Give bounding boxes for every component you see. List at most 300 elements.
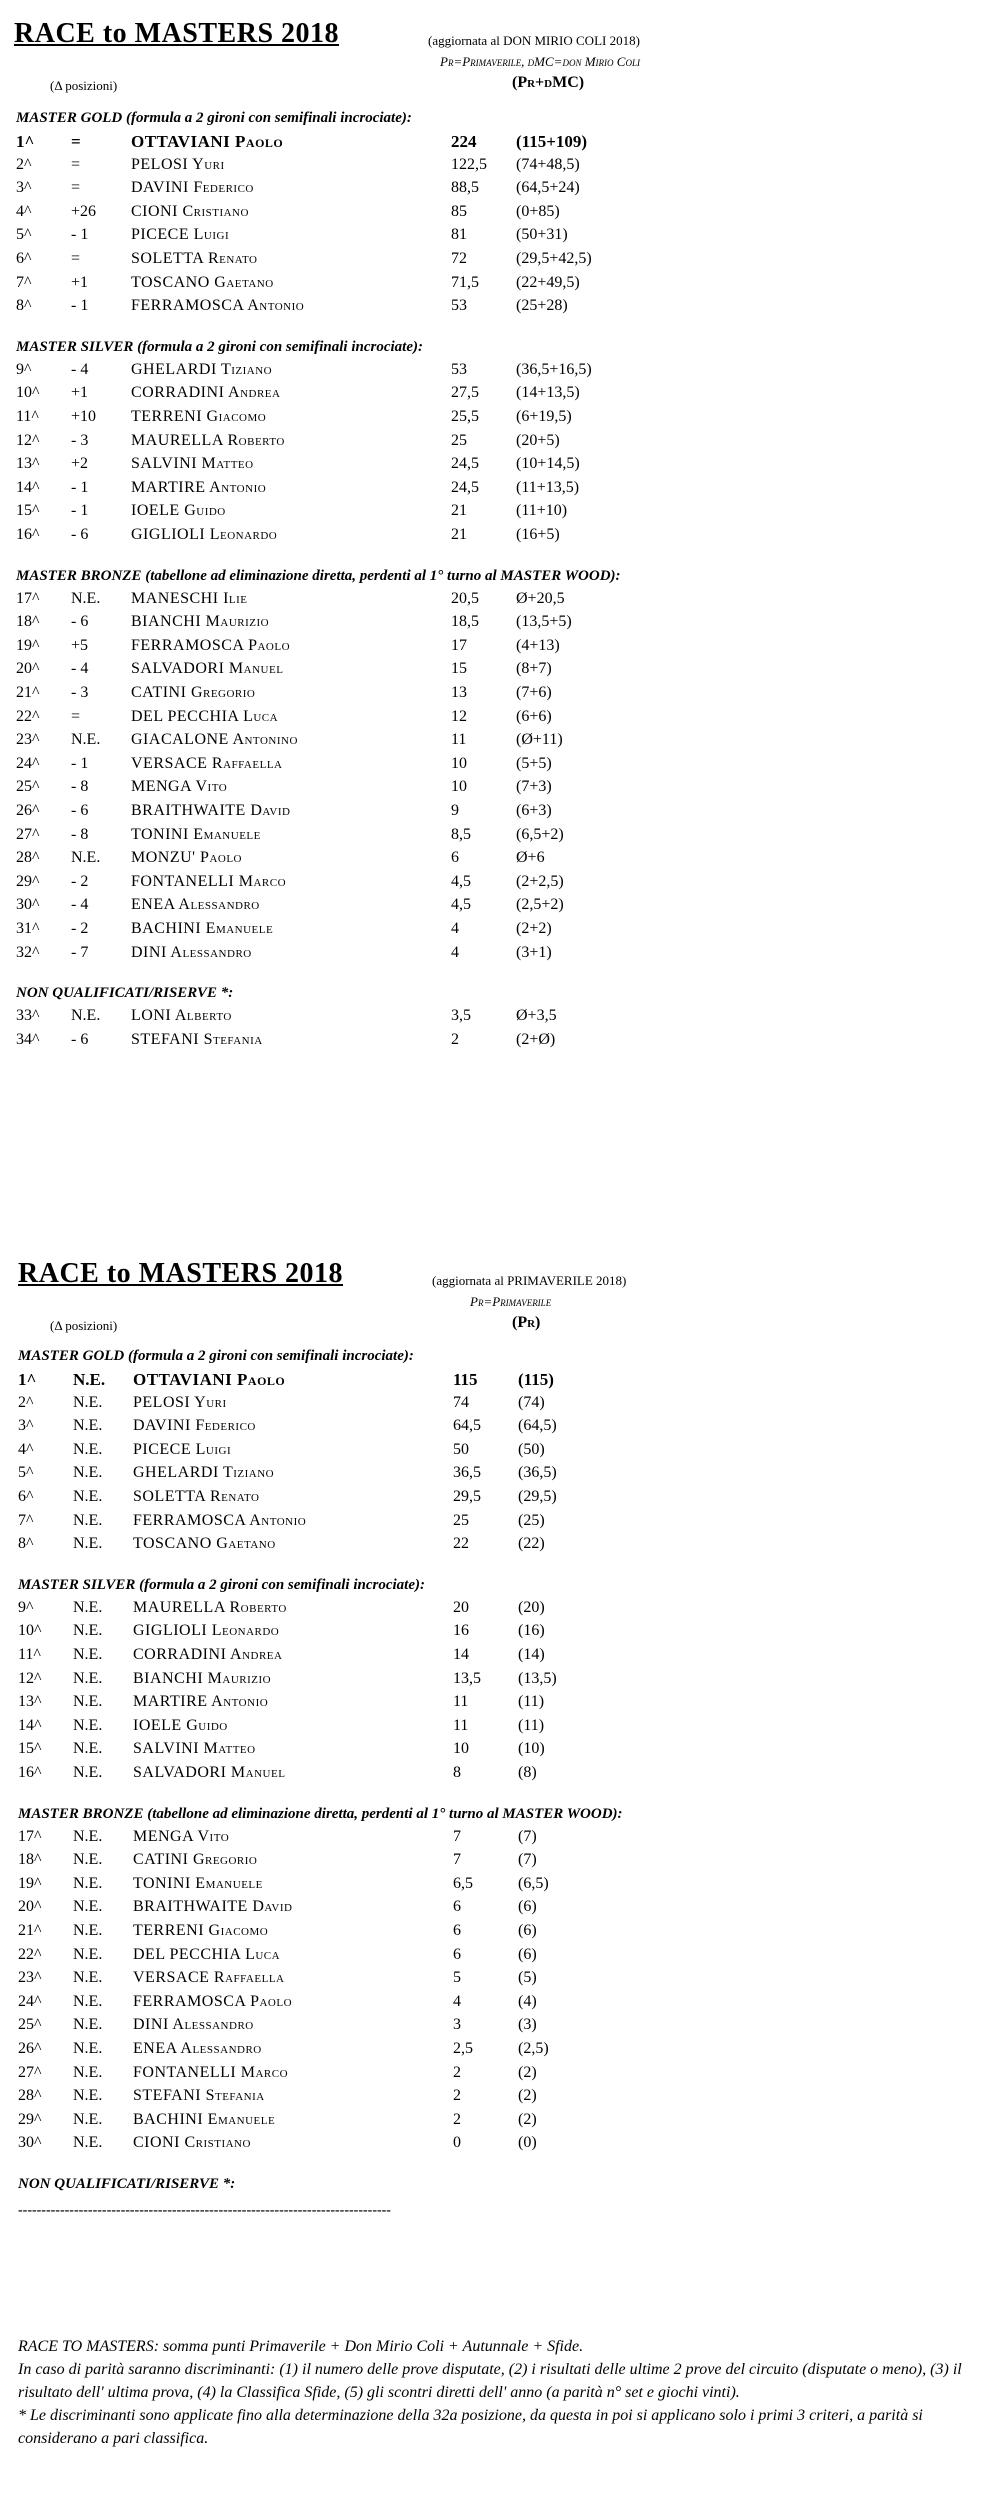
points-cell: 21 — [451, 502, 467, 520]
player-name-cell: DAVINI Federico — [131, 179, 254, 197]
position-cell: 18^ — [16, 613, 40, 631]
player-name-cell: CIONI Cristiano — [133, 2134, 251, 2152]
points-cell: 15 — [451, 660, 467, 678]
points-cell: 13,5 — [453, 1669, 481, 1687]
points-cell: 10 — [451, 754, 467, 772]
delta-cell: N.E. — [73, 1370, 106, 1389]
position-cell: 17^ — [16, 589, 40, 607]
table-row — [16, 1007, 716, 1030]
points-cell: 18,5 — [451, 613, 479, 631]
update-note: (aggiornata al DON MIRIO COLI 2018) — [428, 33, 640, 48]
points-cell: 25 — [453, 1511, 469, 1529]
points-detail-cell: (2+Ø) — [516, 1030, 556, 1048]
table-row — [16, 502, 716, 525]
player-name-cell: FONTANELLI Marco — [131, 872, 287, 890]
delta-cell: - 3 — [71, 684, 89, 701]
player-name-cell: OTTAVIANI Paolo — [133, 1370, 286, 1389]
table-row — [18, 1646, 718, 1669]
section-heading: MASTER SILVER (formula a 2 gironi con semifinali incrociate): — [18, 1576, 425, 1593]
points-header: (Pr+dMC) — [512, 74, 585, 91]
position-cell: 29^ — [18, 2110, 42, 2128]
position-cell: 3^ — [16, 179, 32, 197]
table-row — [16, 203, 716, 226]
delta-cell: - 8 — [71, 825, 89, 843]
player-name-cell: SOLETTA Renato — [131, 250, 258, 267]
player-name-cell: ENEA Alessandro — [131, 896, 260, 914]
player-name-cell: TOSCANO Gaetano — [131, 273, 274, 291]
player-name-cell: SOLETTA Renato — [133, 1488, 260, 1505]
points-cell: 74 — [453, 1393, 469, 1411]
points-detail-cell: (13,5) — [518, 1669, 557, 1687]
table-row — [16, 361, 716, 384]
position-cell: 17^ — [18, 1827, 42, 1845]
points-detail-cell: (3+1) — [516, 943, 552, 961]
points-detail-cell: (14) — [518, 1646, 545, 1663]
table-row — [16, 944, 716, 967]
player-name-cell: SALVINI Matteo — [133, 1740, 256, 1758]
position-cell: 14^ — [18, 1716, 42, 1734]
points-detail-cell: (2,5+2) — [516, 896, 564, 914]
position-cell: 33^ — [16, 1007, 40, 1025]
points-cell: 5 — [453, 1969, 461, 1987]
points-detail-cell: (29,5+42,5) — [516, 250, 592, 267]
position-cell: 27^ — [16, 825, 40, 843]
points-detail-cell: (2,5) — [518, 2040, 549, 2057]
points-cell: 0 — [453, 2134, 461, 2152]
player-name-cell: DINI Alessandro — [133, 2016, 254, 2034]
points-cell: 10 — [453, 1740, 469, 1758]
table-row — [18, 1535, 718, 1558]
position-cell: 29^ — [16, 872, 40, 890]
points-cell: 29,5 — [453, 1488, 481, 1505]
player-name-cell: SALVINI Matteo — [131, 455, 254, 473]
table-row — [18, 1622, 718, 1645]
points-cell: 11 — [453, 1716, 469, 1734]
points-cell: 2 — [451, 1030, 459, 1048]
points-cell: 7 — [453, 1851, 461, 1869]
points-cell: 21 — [451, 526, 467, 543]
points-cell: 4 — [451, 943, 459, 961]
footer-line-1: RACE TO MASTERS: somma punti Primaverile + Don Mirio Coli + Autunnale + Sfide. — [18, 2338, 584, 2355]
points-detail-cell: (6) — [518, 1898, 537, 1916]
table-row — [18, 1969, 718, 1992]
delta-cell: N.E. — [71, 589, 101, 607]
delta-cell: N.E. — [73, 1827, 103, 1845]
position-cell: 10^ — [18, 1622, 42, 1640]
player-name-cell: DINI Alessandro — [131, 943, 252, 961]
points-detail-cell: (2) — [518, 2063, 537, 2081]
position-cell: 14^ — [16, 478, 40, 496]
points-detail-cell: (2+2) — [516, 920, 552, 937]
points-detail-cell: (2) — [518, 2087, 537, 2105]
delta-cell: N.E. — [73, 1393, 103, 1411]
points-detail-cell: (4) — [518, 1992, 537, 2010]
points-detail-cell: (20+5) — [516, 431, 560, 449]
points-detail-cell: (22) — [518, 1535, 545, 1553]
points-detail-cell: (50+31) — [516, 226, 568, 244]
table-row — [18, 1670, 718, 1693]
delta-cell: N.E. — [73, 1898, 103, 1916]
position-cell: 15^ — [18, 1740, 42, 1758]
section-heading: MASTER BRONZE (tabellone ad eliminazione diretta, perdenti al 1° turno al MASTER WOOD): — [16, 567, 621, 584]
table-row — [16, 660, 716, 683]
points-cell: 81 — [451, 226, 467, 244]
delta-cell: N.E. — [73, 2110, 103, 2128]
table-row — [18, 1488, 718, 1511]
delta-cell: - 6 — [71, 613, 89, 631]
player-name-cell: FERRAMOSCA Paolo — [131, 636, 291, 654]
delta-cell: N.E. — [73, 1622, 103, 1640]
player-name-cell: FERRAMOSCA Antonio — [131, 297, 305, 315]
delta-cell: - 6 — [71, 1030, 89, 1048]
position-cell: 22^ — [16, 707, 40, 725]
table-row — [18, 1717, 718, 1740]
table-row — [16, 590, 716, 613]
points-cell: 20,5 — [451, 589, 479, 607]
position-cell: 21^ — [16, 684, 40, 701]
points-cell: 72 — [451, 250, 467, 267]
section-heading: NON QUALIFICATI/RISERVE *: — [18, 2176, 236, 2192]
position-cell: 12^ — [18, 1669, 42, 1687]
delta-cell: N.E. — [73, 1969, 103, 1987]
position-cell: 1^ — [18, 1370, 37, 1389]
player-name-cell: TONINI Emanuele — [133, 1874, 263, 1892]
player-name-cell: PELOSI Yuri — [133, 1393, 227, 1411]
footer-line-2: In caso di parità saranno discriminanti: (1) il numero delle prove disputate, (2) i risultati delle ultime 2 prove del circuito (disputate o meno), (3) il risultato dell' ultima prova, (4) la Classifica Sfide, (5) gli scontri diretti dell' anno (a parità n° set e giochi vinti). — [18, 2361, 962, 2401]
points-detail-cell: (6+6) — [516, 707, 552, 725]
table-row — [16, 613, 716, 636]
table-row — [16, 731, 716, 754]
points-cell: 11 — [453, 1693, 469, 1711]
player-name-cell: GIGLIOLI Leonardo — [131, 526, 278, 543]
delta-cell: N.E. — [73, 1716, 103, 1734]
delta-cell: +1 — [71, 273, 89, 291]
position-cell: 31^ — [16, 920, 40, 937]
position-cell: 13^ — [16, 455, 40, 473]
position-cell: 9^ — [18, 1598, 34, 1616]
points-detail-cell: (7) — [518, 1827, 537, 1845]
legend: Pr=Primaverile — [470, 1294, 552, 1309]
points-detail-cell: (5) — [518, 1969, 537, 1987]
player-name-cell: STEFANI Stefania — [131, 1030, 263, 1048]
player-name-cell: STEFANI Stefania — [133, 2087, 265, 2105]
table-row — [18, 1394, 718, 1417]
table-row — [16, 896, 716, 919]
delta-cell: +2 — [71, 455, 89, 473]
delta-header: (Δ posizioni) — [50, 78, 118, 93]
player-name-cell: GIACALONE Antonino — [131, 731, 298, 749]
footer-notes — [18, 2335, 986, 2450]
delta-cell: +10 — [71, 408, 97, 425]
points-detail-cell: (64,5+24) — [516, 179, 580, 197]
position-cell: 22^ — [18, 1945, 42, 1963]
delta-cell: N.E. — [71, 1007, 101, 1025]
points-detail-cell: (74+48,5) — [516, 155, 580, 173]
points-detail-cell: Ø+20,5 — [516, 589, 565, 607]
player-name-cell: OTTAVIANI Paolo — [131, 132, 284, 151]
position-cell: 27^ — [18, 2063, 42, 2081]
position-cell: 4^ — [16, 202, 32, 220]
points-cell: 53 — [451, 297, 467, 315]
table-row — [16, 226, 716, 249]
points-cell: 13 — [451, 684, 467, 701]
points-cell: 25 — [451, 431, 467, 449]
table-row — [18, 1898, 718, 1921]
points-cell: 88,5 — [451, 179, 479, 197]
player-name-cell: CORRADINI Andrea — [133, 1646, 283, 1663]
player-name-cell: CIONI Cristiano — [131, 202, 249, 220]
delta-cell: N.E. — [73, 2063, 103, 2081]
table-row — [16, 408, 716, 431]
table-row — [18, 1828, 718, 1851]
position-cell: 5^ — [18, 1464, 34, 1482]
position-cell: 30^ — [16, 896, 40, 914]
points-detail-cell: (8) — [518, 1764, 537, 1781]
table-row — [18, 1599, 718, 1622]
delta-cell: N.E. — [73, 1945, 103, 1963]
delta-cell: N.E. — [73, 1922, 103, 1939]
section-heading: MASTER GOLD (formula a 2 gironi con semifinali incrociate): — [18, 1348, 414, 1364]
points-cell: 8 — [453, 1764, 461, 1781]
delta-cell: - 8 — [71, 778, 89, 796]
points-detail-cell: (20) — [518, 1598, 545, 1616]
table-row — [18, 2134, 718, 2157]
points-cell: 24,5 — [451, 478, 479, 496]
table-row — [16, 778, 716, 801]
position-cell: 30^ — [18, 2134, 42, 2152]
delta-cell: N.E. — [73, 2016, 103, 2034]
points-detail-cell: (0) — [518, 2134, 537, 2152]
delta-cell: N.E. — [73, 2134, 103, 2152]
delta-cell: N.E. — [73, 1440, 103, 1458]
points-detail-cell: (10) — [518, 1740, 545, 1758]
position-cell: 10^ — [16, 384, 40, 402]
position-cell: 26^ — [16, 802, 40, 819]
position-cell: 24^ — [18, 1992, 42, 2010]
table-title: RACE to MASTERS 2018 — [14, 18, 340, 49]
player-name-cell: FONTANELLI Marco — [133, 2063, 289, 2081]
table-row — [16, 920, 716, 943]
position-cell: 11^ — [18, 1646, 41, 1663]
legend: Pr=Primaverile, dMC=don Mirio Coli — [440, 54, 640, 69]
table-row — [18, 2016, 718, 2039]
table-row — [16, 708, 716, 731]
separator-line: -------------------------------------------------------------------------------- — [18, 2203, 391, 2218]
delta-cell: N.E. — [73, 1488, 103, 1505]
delta-cell: N.E. — [73, 1740, 103, 1758]
points-cell: 71,5 — [451, 273, 479, 291]
points-detail-cell: (115+109) — [516, 132, 588, 151]
table-row — [18, 2040, 718, 2063]
position-cell: 2^ — [18, 1393, 34, 1411]
points-cell: 25,5 — [451, 408, 479, 425]
table-row — [18, 1441, 718, 1464]
delta-cell: - 3 — [71, 431, 89, 449]
points-cell: 3 — [453, 2016, 461, 2034]
points-detail-cell: (2) — [518, 2110, 537, 2128]
player-name-cell: BIANCHI Maurizio — [133, 1669, 272, 1687]
points-cell: 11 — [451, 731, 467, 749]
position-cell: 4^ — [18, 1440, 34, 1458]
player-name-cell: TONINI Emanuele — [131, 825, 261, 843]
delta-cell: N.E. — [73, 1417, 103, 1435]
points-cell: 3,5 — [451, 1007, 471, 1025]
table-row — [16, 479, 716, 502]
delta-cell: - 1 — [71, 297, 89, 315]
delta-cell: +1 — [71, 384, 89, 402]
table-row — [16, 156, 716, 179]
position-cell: 20^ — [16, 660, 40, 678]
points-cell: 2 — [453, 2087, 461, 2105]
position-cell: 8^ — [16, 297, 32, 315]
points-cell: 24,5 — [451, 455, 479, 473]
points-header: (Pr) — [512, 1314, 541, 1331]
points-detail-cell: (11) — [518, 1693, 545, 1711]
points-detail-cell: (74) — [518, 1393, 545, 1411]
points-detail-cell: (3) — [518, 2016, 537, 2034]
points-detail-cell: (5+5) — [516, 754, 552, 772]
position-cell: 11^ — [16, 408, 39, 425]
points-detail-cell: (6,5) — [518, 1874, 549, 1892]
position-cell: 2^ — [16, 155, 32, 173]
points-detail-cell: (11+10) — [516, 502, 568, 520]
player-name-cell: BRAITHWAITE David — [131, 802, 291, 819]
points-detail-cell: (29,5) — [518, 1488, 557, 1505]
delta-cell: N.E. — [73, 1764, 103, 1781]
table-row — [18, 1693, 718, 1716]
points-cell: 122,5 — [451, 155, 487, 173]
footer-line-3: * Le discriminanti sono applicate fino alla determinazione della 32a posizione, da questa in poi si applicano solo i primi 3 criteri, a parità si considerano a pari classifica. — [18, 2407, 923, 2447]
player-name-cell: SALVADORI Manuel — [133, 1764, 286, 1781]
points-detail-cell: (2+2,5) — [516, 872, 564, 890]
position-cell: 12^ — [16, 431, 40, 449]
table-row — [16, 432, 716, 455]
points-cell: 64,5 — [453, 1417, 481, 1435]
position-cell: 20^ — [18, 1898, 42, 1916]
player-name-cell: SALVADORI Manuel — [131, 660, 284, 678]
position-cell: 13^ — [18, 1693, 42, 1711]
points-cell: 9 — [451, 802, 459, 819]
player-name-cell: GIGLIOLI Leonardo — [133, 1622, 280, 1640]
position-cell: 26^ — [18, 2040, 42, 2057]
delta-cell: = — [71, 250, 81, 267]
points-cell: 6,5 — [453, 1874, 473, 1892]
points-cell: 4 — [451, 920, 459, 937]
points-cell: 4 — [453, 1992, 461, 2010]
update-note: (aggiornata al PRIMAVERILE 2018) — [432, 1273, 627, 1288]
position-cell: 25^ — [16, 778, 40, 796]
points-cell: 115 — [453, 1370, 478, 1389]
points-detail-cell: (11+13,5) — [516, 478, 580, 496]
points-cell: 224 — [451, 132, 477, 151]
points-detail-cell: Ø+3,5 — [516, 1007, 557, 1025]
player-name-cell: PICECE Luigi — [133, 1440, 232, 1458]
player-name-cell: BACHINI Emanuele — [131, 920, 274, 937]
points-cell: 17 — [451, 636, 467, 654]
delta-cell: = — [71, 707, 81, 725]
points-cell: 22 — [453, 1535, 469, 1553]
points-detail-cell: (22+49,5) — [516, 273, 580, 291]
player-name-cell: BRAITHWAITE David — [133, 1898, 293, 1916]
table-row — [18, 1740, 718, 1763]
table-row — [18, 2087, 718, 2110]
table-row — [18, 1764, 718, 1787]
points-detail-cell: (25+28) — [516, 297, 568, 315]
position-cell: 25^ — [18, 2016, 42, 2034]
table-row — [16, 132, 716, 155]
delta-cell: - 1 — [71, 478, 89, 496]
table-title: RACE to MASTERS 2018 — [18, 1258, 344, 1289]
position-cell: 19^ — [16, 636, 40, 654]
position-cell: 28^ — [16, 849, 40, 867]
player-name-cell: GHELARDI Tiziano — [131, 360, 273, 378]
points-detail-cell: (8+7) — [516, 660, 552, 678]
delta-cell: N.E. — [73, 1646, 103, 1663]
delta-cell: - 1 — [71, 754, 89, 772]
delta-cell: - 4 — [71, 660, 89, 678]
table-row — [16, 684, 716, 707]
points-detail-cell: (16+5) — [516, 526, 560, 543]
points-detail-cell: (7+6) — [516, 684, 552, 701]
points-cell: 6 — [451, 849, 459, 867]
player-name-cell: PELOSI Yuri — [131, 155, 225, 173]
points-cell: 6 — [453, 1922, 461, 1939]
position-cell: 5^ — [16, 226, 32, 244]
player-name-cell: IOELE Guido — [133, 1716, 228, 1734]
points-detail-cell: (25) — [518, 1511, 545, 1529]
points-cell: 85 — [451, 202, 467, 220]
table-row — [16, 297, 716, 320]
delta-cell: - 6 — [71, 802, 89, 819]
points-detail-cell: (36,5+16,5) — [516, 360, 592, 378]
table-row — [18, 1464, 718, 1487]
player-name-cell: GHELARDI Tiziano — [133, 1464, 275, 1482]
points-detail-cell: (6) — [518, 1945, 537, 1963]
delta-cell: N.E. — [73, 2040, 103, 2057]
delta-cell: - 2 — [71, 872, 89, 890]
player-name-cell: MANESCHI Ilie — [131, 589, 248, 607]
position-cell: 18^ — [18, 1851, 42, 1869]
player-name-cell: BIANCHI Maurizio — [131, 613, 270, 631]
player-name-cell: MAURELLA Roberto — [131, 431, 285, 449]
table-row — [16, 802, 716, 825]
delta-cell: N.E. — [73, 1669, 103, 1687]
player-name-cell: MAURELLA Roberto — [133, 1598, 287, 1616]
table-row — [18, 1946, 718, 1969]
points-cell: 6 — [453, 1945, 461, 1963]
table-row — [16, 250, 716, 273]
player-name-cell: VERSACE Raffaella — [133, 1969, 285, 1987]
points-detail-cell: (6,5+2) — [516, 825, 564, 843]
table-row — [18, 1417, 718, 1440]
position-cell: 9^ — [16, 360, 32, 378]
points-detail-cell: (7) — [518, 1851, 537, 1869]
delta-cell: N.E. — [73, 1693, 103, 1711]
player-name-cell: ENEA Alessandro — [133, 2040, 262, 2057]
table-row — [18, 1993, 718, 2016]
position-cell: 16^ — [16, 526, 40, 543]
player-name-cell: TERRENI Giacomo — [133, 1922, 269, 1939]
points-detail-cell: (13,5+5) — [516, 613, 572, 631]
delta-cell: - 1 — [71, 226, 89, 244]
delta-cell: - 6 — [71, 526, 89, 543]
table-row — [16, 526, 716, 549]
section-heading: MASTER SILVER (formula a 2 gironi con semifinali incrociate): — [16, 338, 423, 355]
points-cell: 16 — [453, 1622, 469, 1640]
player-name-cell: DEL PECCHIA Luca — [133, 1945, 281, 1963]
points-cell: 2,5 — [453, 2040, 473, 2057]
position-cell: 7^ — [16, 273, 32, 291]
